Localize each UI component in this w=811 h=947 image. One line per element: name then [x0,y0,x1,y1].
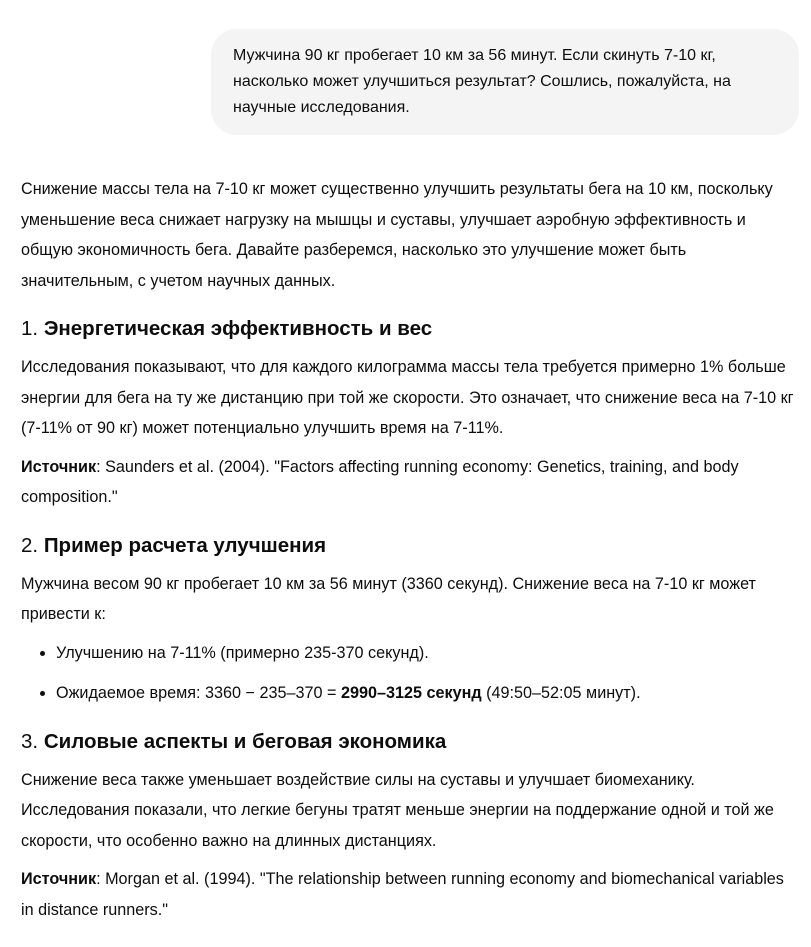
section-number: 3. [21,729,39,753]
assistant-response [21,174,799,933]
list-item [56,678,799,709]
section-heading-3 [21,727,799,757]
user-message-bubble [211,29,799,135]
section-title: Силовые аспекты и беговая экономика [43,729,447,753]
section-2-text: Мужчина весом 90 кг пробегает 10 км за 56 минут (3360 секунд). Снижение веса на 7-10 кг может привести к: [21,574,756,623]
section-3-text: Снижение веса также уменьшает воздействие силы на суставы и улучшает биомеханику. Исследования показали, что легкие бегуны тратят меньше энергии на поддержание одной и той же скорости, что особенно важно на длинных дистанциях. [21,770,774,850]
section-title: Энергетическая эффективность и вес [43,317,433,340]
list-item-text: (49:50–52:05 минут). [481,684,641,702]
section-1-source [21,452,799,513]
section-3-source [21,864,799,925]
source-label: Источник [21,457,97,476]
list-item-text: Ожидаемое время: 3360 − 235–370 = [56,684,341,702]
list-item: • Улучшению на 7-11% (примерно 235-370 секунд). [56,638,799,669]
calculation-list [21,638,799,709]
section-heading-2 [21,531,799,561]
source-citation: : Saunders et al. (2004). "Factors affecting running economy: Genetics, training, and body composition." [21,457,739,506]
section-heading-1 [21,314,799,344]
section-number: 2. [21,533,39,557]
section-1-text: Исследования показывают, что для каждого килограмма массы тела требуется примерно 1% больше энергии для бега на ту же дистанцию при той же скорости. Это означает, что снижение веса на 7-10 кг (7-11% от 90 кг) может потенциально улучшить время на 7-11%. [21,358,794,437]
section-number: 1. [21,317,39,340]
source-label: Источник [21,870,97,888]
source-citation: : Morgan et al. (1994). "The relationship between running economy and biomechanical variables in distance runners." [21,870,784,919]
answer-intro: Снижение массы тела на 7-10 кг может существенно улучшить результаты бега на 10 км, поскольку уменьшение веса снижает нагрузку на мышцы и суставы, улучшает аэробную эффективность и общую экономичность бега. Давайте разберемся, насколько это улучшение может быть значительным, с учетом научных данных. [21,180,773,290]
list-item-bold: 2990–3125 секунд [340,684,482,702]
user-message-text: Мужчина 90 кг пробегает 10 км за 56 минут. Если скинуть 7-10 кг, насколько может улучшиться результат? Сошлись, пожалуйста, на научные исследования. [233,47,731,116]
section-title: Пример расчета улучшения [43,533,327,557]
